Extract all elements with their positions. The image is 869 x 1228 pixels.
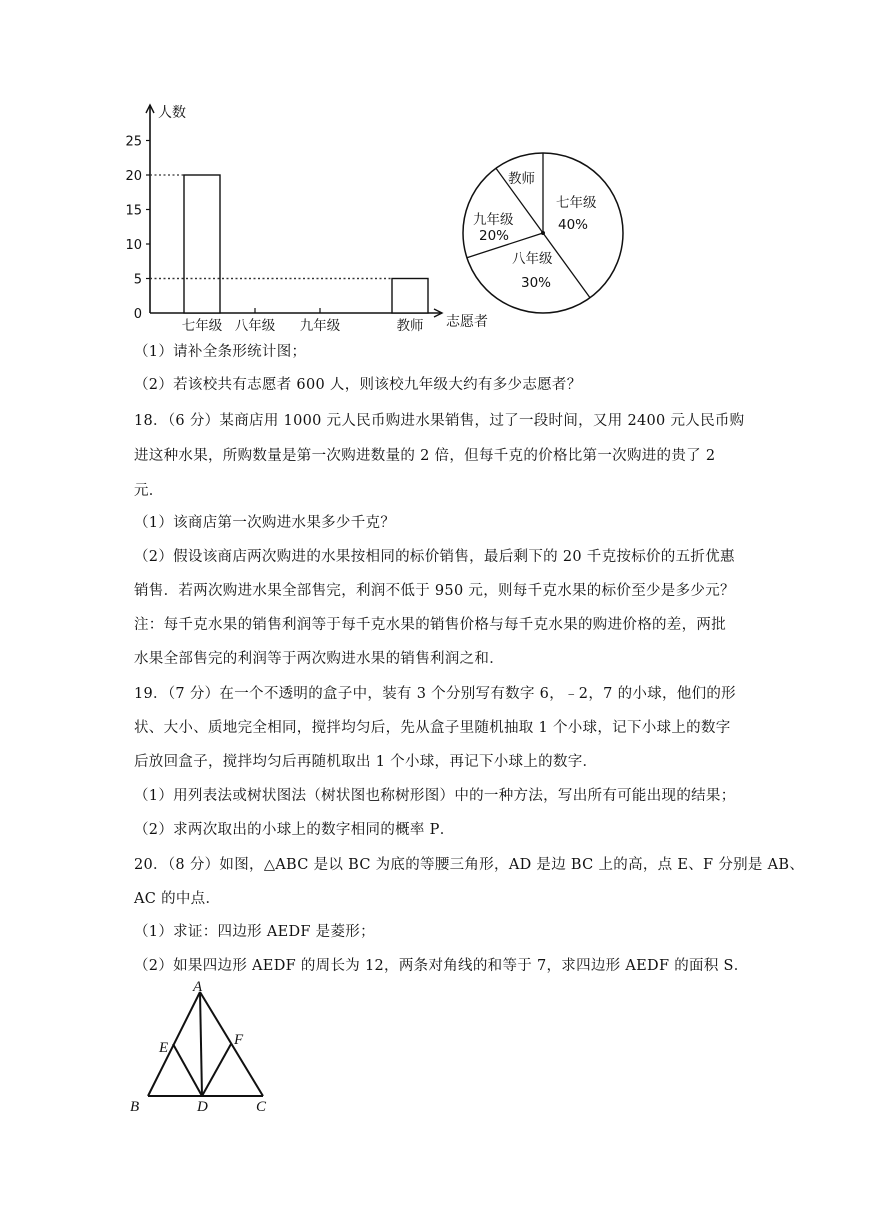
y-axis-label: 人数 xyxy=(158,105,186,121)
q18-part2-line2: 销售．若两次购进水果全部售完，利润不低于 950 元，则每千克水果的标价至少是多少元？ xyxy=(134,583,735,599)
vertex-c-label: C xyxy=(256,1099,267,1115)
q19-line3: 后放回盒子，搅拌均匀后再随机取出 1 个小球，再记下小球上的数字． xyxy=(134,754,598,770)
x-tick-label: 教师 xyxy=(396,318,424,334)
q20-line1: 20．（8 分）如图，△ABC 是以 BC 为底的等腰三角形，AD 是边 BC 上的高，点 E、F 分别是 AB、 xyxy=(134,857,805,873)
vertex-a-label: A xyxy=(193,980,203,995)
x-tick-label: 九年级 xyxy=(299,318,341,334)
pie-pct-grade7: 40% xyxy=(558,217,589,233)
vertex-d-label: D xyxy=(197,1099,208,1115)
q20-part1: （1）求证：四边形 AEDF 是菱形； xyxy=(134,924,375,940)
y-tick-label: 20 xyxy=(125,169,142,184)
bar-chart-marks xyxy=(150,175,428,334)
pie-pct-grade8: 30% xyxy=(521,275,552,291)
vertex-e-label: E xyxy=(159,1040,169,1056)
bar-chart xyxy=(120,95,500,340)
q17-part1: （1）请补全条形统计图； xyxy=(134,344,307,360)
vertex-f-label: F xyxy=(234,1032,244,1048)
y-tick-label: 5 xyxy=(133,272,142,288)
q19-line2: 状、大小、质地完全相同，搅拌均匀后，先从盒子里随机抽取 1 个小球，记下小球上的数字 xyxy=(134,720,731,736)
q20-part2: （2）如果四边形 AEDF 的周长为 12，两条对角线的和等于 7，求四边形 AEDF 的面积 S． xyxy=(134,958,749,974)
pie-center xyxy=(541,231,545,235)
q18-part2-line1: （2）假设该商店两次购进的水果按相同的标价销售，最后剩下的 20 千克按标价的五折优惠 xyxy=(134,549,735,565)
q18-note-line2: 水果全部售完的利润等于两次购进水果的销售利润之和． xyxy=(134,651,504,667)
y-tick-label: 15 xyxy=(125,203,142,219)
q19-part1: （1）用列表法或树状图法（树状图也称树形图）中的一种方法，写出所有可能出现的结果； xyxy=(134,788,736,804)
y-tick-label: 10 xyxy=(125,238,142,253)
segment-fd xyxy=(202,1044,231,1096)
q20-line2: AC 的中点． xyxy=(134,891,221,907)
triangle-figure xyxy=(125,980,285,1120)
segment-ac xyxy=(200,992,263,1096)
pie-label-teacher: 教师 xyxy=(508,171,535,187)
segment-ad xyxy=(200,992,202,1096)
q18-part1: （1）该商店第一次购进水果多少千克？ xyxy=(134,515,396,531)
x-axis-label: 志愿者 xyxy=(446,314,488,330)
vertex-b-label: B xyxy=(130,1099,140,1115)
x-tick-label: 七年级 xyxy=(181,318,223,334)
q18-line1: 18．（6 分）某商店用 1000 元人民币购进水果销售，过了一段时间，又用 2400 元人民币购 xyxy=(134,413,745,429)
bar xyxy=(392,279,428,314)
pie-label-grade9: 九年级 xyxy=(473,212,514,228)
pie-chart xyxy=(455,145,635,325)
pie-pct-grade9: 20% xyxy=(479,228,510,244)
x-tick-label: 八年级 xyxy=(234,318,276,334)
pie-label-grade7: 七年级 xyxy=(556,195,597,211)
q18-note-line1: 注：每千克水果的销售利润等于每千克水果的销售价格与每千克水果的购进价格的差，两批 xyxy=(134,617,726,633)
y-tick-label: 25 xyxy=(125,134,142,150)
q18-line3: 元． xyxy=(134,483,164,499)
q18-line2: 进这种水果，所购数量是第一次购进数量的 2 倍，但每千克的价格比第一次购进的贵了 2 xyxy=(134,448,716,464)
q19-line1: 19．（7 分）在一个不透明的盒子中，装有 3 个分别写有数字 6，﹣2，7 的小球，他们的形 xyxy=(134,686,736,702)
q17-part2: （2）若该校共有志愿者 600 人，则该校九年级大约有多少志愿者？ xyxy=(134,377,582,393)
y-tick-label: 0 xyxy=(133,307,142,322)
segment-ed xyxy=(173,1044,202,1096)
q19-part2: （2）求两次取出的小球上的数字相同的概率 P． xyxy=(134,822,455,838)
bar xyxy=(184,175,220,313)
pie-label-grade8: 八年级 xyxy=(512,251,553,267)
